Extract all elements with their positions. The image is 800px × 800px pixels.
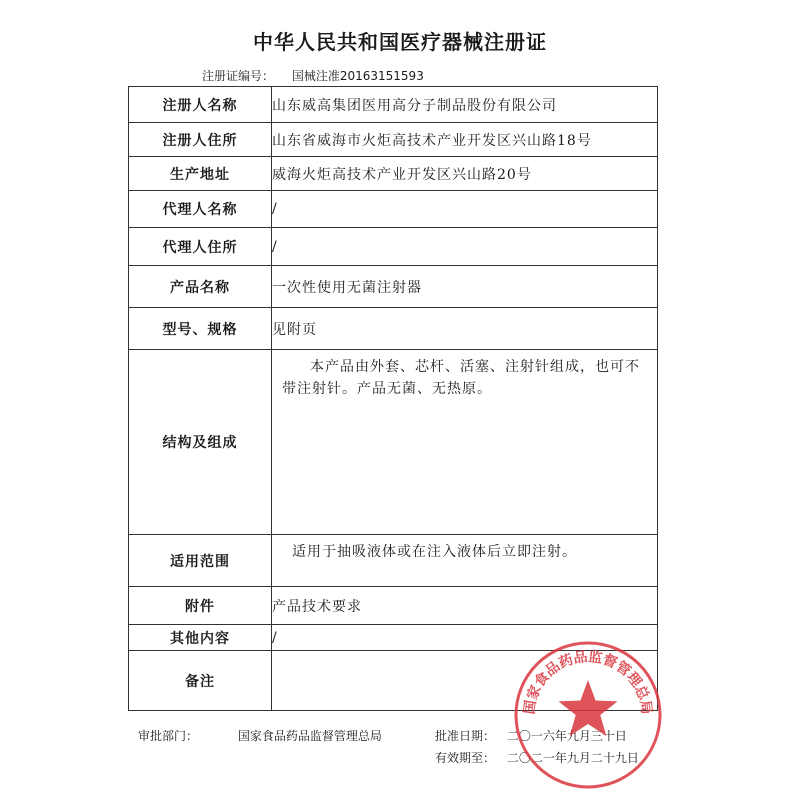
row-label: 代理人住所 xyxy=(129,228,272,266)
certificate-title: 中华人民共和国医疗器械注册证 xyxy=(253,30,547,54)
row-label: 备注 xyxy=(129,651,272,711)
row-value: 适用于抽吸液体或在注入液体后立即注射。 xyxy=(272,535,658,587)
row-label: 注册人住所 xyxy=(129,123,272,157)
row-value: 山东省威海市火炬高技术产业开发区兴山路18号 xyxy=(272,123,658,157)
row-label: 结构及组成 xyxy=(129,350,272,535)
table-row xyxy=(129,535,658,587)
registration-number-line xyxy=(202,67,424,84)
row-value: / xyxy=(272,191,658,228)
row-label: 其他内容 xyxy=(129,625,272,651)
seal-star-icon xyxy=(559,680,618,736)
approval-date-label: 批准日期： xyxy=(435,729,496,743)
approval-date: 二〇一六年九月三十日 xyxy=(506,729,627,743)
row-value: 见附页 xyxy=(272,308,658,350)
table-row xyxy=(129,123,658,157)
table-row xyxy=(129,87,658,123)
approval-dept-line xyxy=(138,727,382,744)
certificate-table xyxy=(128,86,658,711)
valid-until: 二〇二一年九月二十九日 xyxy=(506,751,639,765)
row-value: / xyxy=(272,625,658,651)
row-label: 生产地址 xyxy=(129,157,272,191)
row-value: / xyxy=(272,228,658,266)
table-row xyxy=(129,228,658,266)
row-label: 注册人名称 xyxy=(129,87,272,123)
seal-text: 国家食品药品监督管理总局 xyxy=(521,649,655,716)
row-label: 型号、规格 xyxy=(129,308,272,350)
valid-until-label: 有效期至： xyxy=(435,751,496,765)
table-row xyxy=(129,308,658,350)
table-row xyxy=(129,191,658,228)
registration-number: 国械注准20163151593 xyxy=(291,69,424,83)
row-label: 适用范围 xyxy=(129,535,272,587)
official-seal xyxy=(513,640,663,790)
approval-dept-label: 审批部门： xyxy=(138,729,199,743)
row-label: 代理人名称 xyxy=(129,191,272,228)
row-label: 产品名称 xyxy=(129,266,272,308)
approval-dept: 国家食品药品监督管理总局 xyxy=(237,729,382,743)
table-row xyxy=(129,157,658,191)
row-value: 产品技术要求 xyxy=(272,587,658,625)
table-row xyxy=(129,587,658,625)
table-row xyxy=(129,266,658,308)
row-label: 附件 xyxy=(129,587,272,625)
row-value: 一次性使用无菌注射器 xyxy=(272,266,658,308)
row-value: 山东威高集团医用高分子制品股份有限公司 xyxy=(272,87,658,123)
row-value: 威海火炬高技术产业开发区兴山路20号 xyxy=(272,157,658,191)
row-value: 本产品由外套、芯杆、活塞、注射针组成，也可不带注射针。产品无菌、无热原。 xyxy=(272,350,658,535)
table-row xyxy=(129,350,658,535)
registration-number-label: 注册证编号： xyxy=(202,69,275,83)
